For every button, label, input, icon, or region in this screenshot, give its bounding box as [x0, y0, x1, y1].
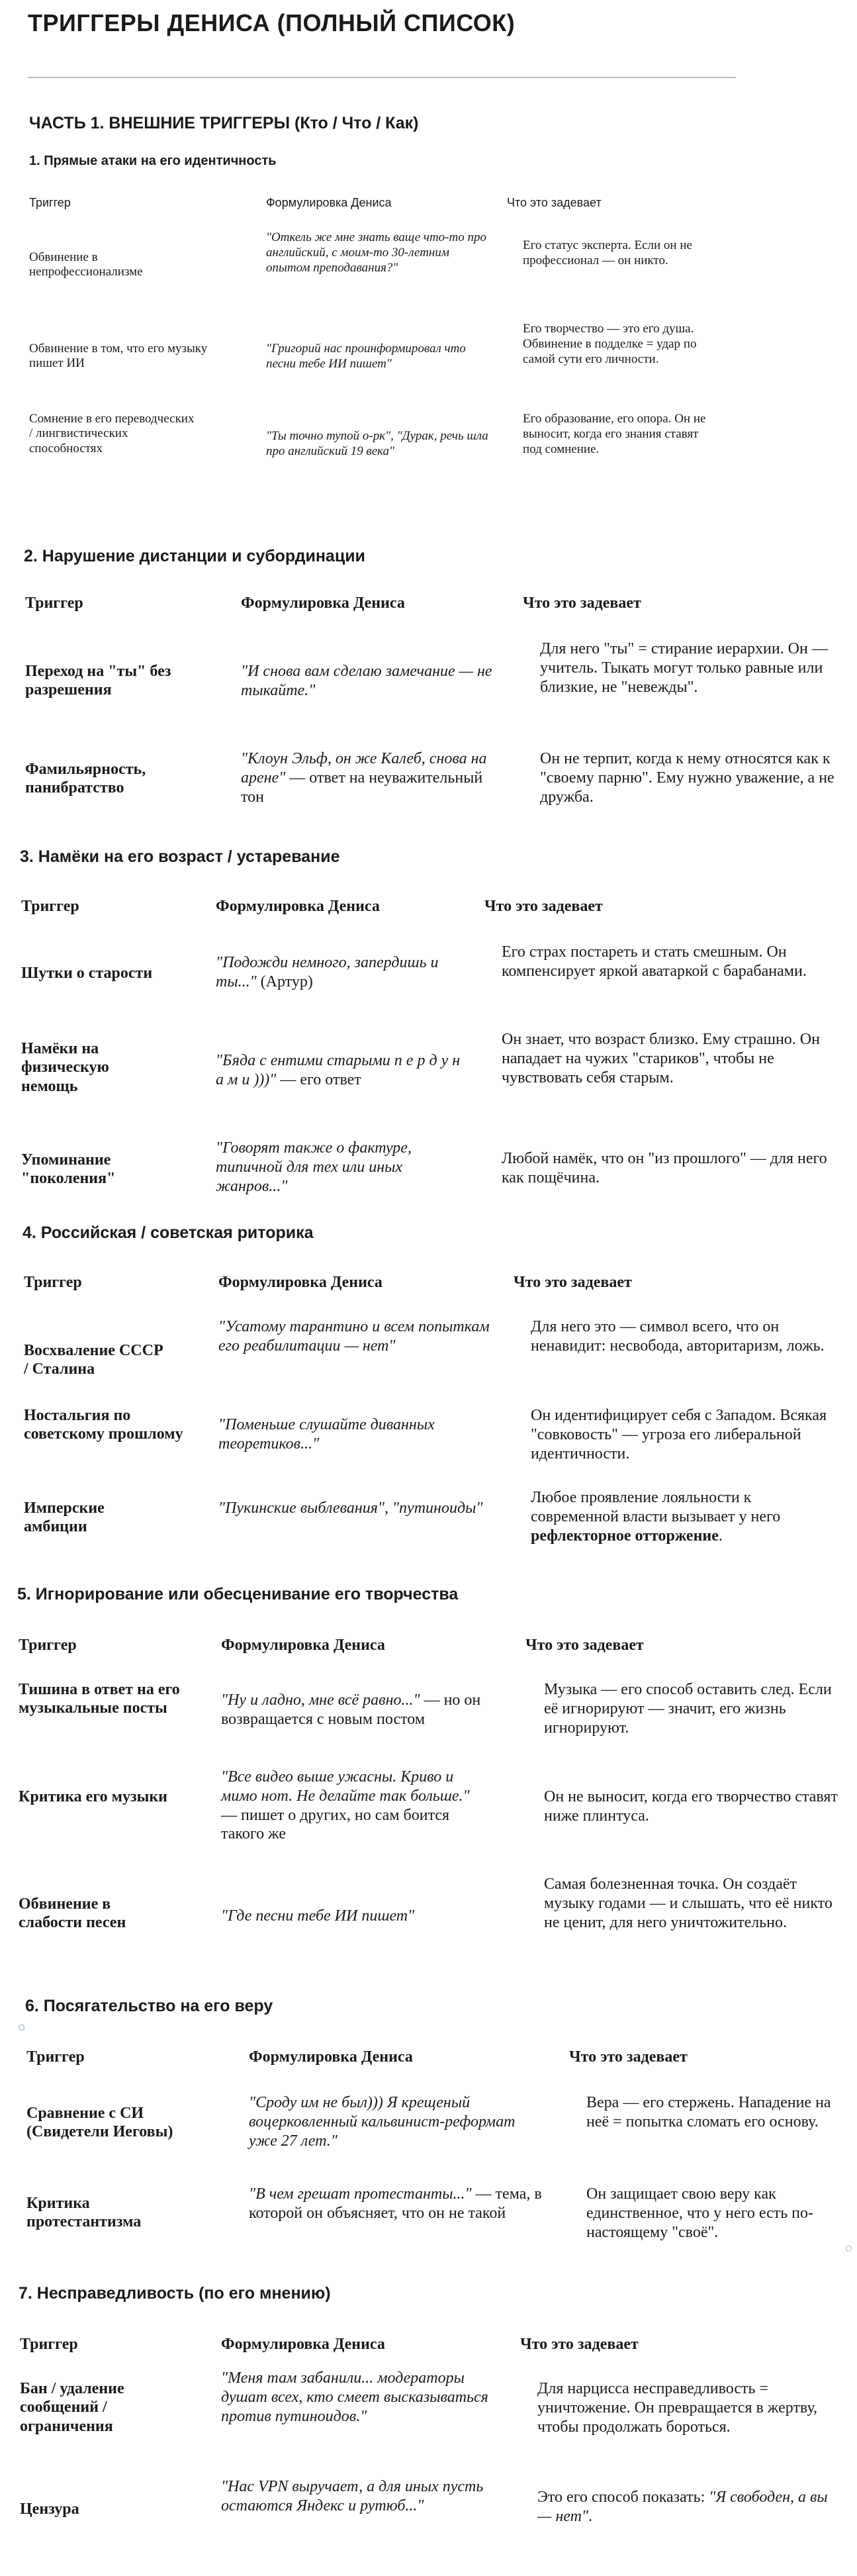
- header-trigger: Триггер: [20, 2336, 78, 2353]
- anchor-marker-icon: [19, 2025, 24, 2030]
- row-quote: "Григорий нас проинформировал что песни тебе ИИ пишет": [266, 342, 466, 371]
- row-formulation: [221, 1907, 499, 1926]
- row-formulation: [249, 2093, 540, 2150]
- row-formulation: [241, 749, 492, 806]
- row-trigger: Ностальгия по советскому прошлому: [24, 1407, 183, 1443]
- row-quote: "Говорят также о фактуре, типичной для тех или иных жанров...": [216, 1139, 412, 1195]
- header-formulation: Формулировка Дениса: [221, 1637, 385, 1654]
- header-effect: Что это задевает: [514, 1274, 632, 1291]
- row-trigger: Упоминание "поколения": [21, 1151, 116, 1188]
- row-trigger: Цензура: [20, 2501, 79, 2518]
- row-effect: Он идентифицирует себя с Западом. Всякая "совковость" — угроза его либеральной идентичности.: [531, 1407, 827, 1462]
- row-effect: Его страх постареть и стать смешным. Он компенсирует яркой аватаркой с барабанами.: [502, 943, 807, 980]
- row-effect: Его образование, его опора. Он не выносит, когда его знания ставят под сомнение.: [523, 412, 706, 456]
- row-effect: Он защищает свою веру как единственное, что у него есть по-настоящему "своё".: [586, 2185, 814, 2241]
- row-formulation: [216, 1051, 461, 1090]
- row-quote-tail: — но он возвращается с новым постом: [221, 1692, 481, 1728]
- row-quote: "Все видео выше ужасны. Криво и мимо нот. Не делайте так больше.": [221, 1768, 470, 1805]
- header-effect: Что это задевает: [520, 2336, 639, 2353]
- row-quote: "Подожди немного, запердишь и ты...": [216, 954, 439, 990]
- header-effect: Что это задевает: [484, 898, 603, 915]
- section-title: 6. Посягательство на его веру: [25, 1997, 273, 2015]
- row-formulation: [241, 662, 506, 700]
- section-title: 7. Несправедливость (по его мнению): [19, 2284, 331, 2303]
- row-quote: "Меня там забанили... модераторы душат всех, кто смеет высказываться против путиноидов.": [221, 2369, 488, 2425]
- row-effect: Его творчество — это его душа. Обвинение в подделке = удар по самой сути его личности.: [523, 322, 697, 366]
- row-effect: Для него "ты" = стирание иерархии. Он — учитель. Тыкать могут только равные или близкие, не "невежды".: [540, 640, 828, 696]
- row-quote-tail: (Артур): [256, 973, 313, 990]
- header-effect: Что это задевает: [523, 595, 641, 612]
- row-quote-tail: — тема, в которой он объясняет, что он не такой: [249, 2185, 542, 2222]
- row-trigger: Сравнение с СИ (Свидетели Иеговы): [26, 2105, 173, 2141]
- row-quote: "Нас VPN выручает, а для иных пусть остаются Яндекс и рутюб...": [221, 2478, 484, 2514]
- row-trigger: Переход на "ты" без разрешения: [25, 663, 171, 699]
- row-formulation: [218, 1317, 490, 1356]
- row-quote: "Усатому тарантино и всем попыткам его реабилитации — нет": [218, 1318, 490, 1355]
- row-quote-tail: — ответ на неуважительный тон: [241, 769, 483, 806]
- row-quote: "Откель же мне знать ваще что-то про английский, с моим-то 30-летним опытом преподавания?": [266, 230, 486, 275]
- row-trigger: Обвинение в непрофессионализме: [29, 250, 143, 279]
- row-effect: Для нарцисса несправедливость = уничтожение. Он превращается в жертву, чтобы продолжать бороться.: [537, 2380, 818, 2436]
- row-trigger: Тишина в ответ на его музыкальные посты: [19, 1681, 180, 1717]
- section-title: 3. Намёки на его возраст / устаревание: [20, 847, 340, 866]
- row-formulation: [216, 1139, 454, 1196]
- row-formulation: [216, 953, 454, 992]
- row-formulation: [249, 2185, 553, 2223]
- row-effect: [537, 2488, 829, 2526]
- section-title: 4. Российская / советская риторика: [23, 1223, 314, 1242]
- header-formulation: Формулировка Дениса: [241, 595, 405, 612]
- header-effect: Что это задевает: [569, 2048, 688, 2066]
- header-trigger: Триггер: [29, 196, 71, 209]
- section-title: 5. Игнорирование или обесценивание его творчества: [17, 1585, 459, 1603]
- row-formulation: [221, 2369, 506, 2426]
- row-quote-tail: — его ответ: [276, 1071, 361, 1088]
- row-quote: "Сроду им не был))) Я крещеный воцерковленный кальвинист-реформат уже 27 лет.": [249, 2094, 516, 2150]
- header-formulation: Формулировка Дениса: [216, 898, 380, 915]
- row-quote: "Пукинские выблевания", "путиноиды": [218, 1500, 483, 1517]
- row-effect: Любой намёк, что он "из прошлого" — для него как пощёчина.: [502, 1150, 827, 1186]
- effect-text: Это его способ показать:: [537, 2489, 709, 2506]
- row-effect: Он не терпит, когда к нему относятся как к "своему парню". Ему нужно уважение, а не дружба.: [540, 750, 834, 806]
- row-effect: Музыка — его способ оставить след. Если её игнорируют — значит, его жизнь игнорируют.: [544, 1681, 832, 1737]
- row-effect: Он не выносит, когда его творчество ставят ниже плинтуса.: [544, 1788, 838, 1825]
- row-quote: "Ты точно тупой о-рк", "Дурак, речь шла про английский 19 века": [266, 429, 488, 458]
- row-quote: "Где песни тебе ИИ пишет": [221, 1907, 415, 1925]
- row-trigger: Обвинение в слабости песен: [19, 1895, 126, 1932]
- row-trigger: Восхваление СССР / Сталина: [24, 1342, 163, 1378]
- row-formulation: [266, 429, 491, 459]
- anchor-marker-icon: [846, 2246, 852, 2252]
- row-trigger: Критика его музыки: [19, 1788, 167, 1805]
- row-quote: "В чем грешат протестанты...": [249, 2185, 472, 2203]
- header-formulation: Формулировка Дениса: [249, 2048, 413, 2066]
- row-trigger: Имперские амбиции: [24, 1500, 105, 1536]
- effect-end: .: [588, 2507, 592, 2525]
- row-trigger: Бан / удаление сообщений / ограничения: [20, 2380, 124, 2435]
- document-title: ТРИГГЕРЫ ДЕНИСА (ПОЛНЫЙ СПИСОК): [28, 9, 516, 36]
- effect-end: .: [718, 1527, 723, 1545]
- effect-emphasis: "Я свободен, а вы — нет": [537, 2489, 828, 2525]
- row-formulation: [218, 1499, 490, 1518]
- header-effect: Что это задевает: [525, 1637, 644, 1654]
- header-trigger: Триггер: [19, 1637, 77, 1654]
- row-quote: "Клоун Эльф, он же Калеб, снова на арене": [241, 750, 487, 787]
- row-effect: [531, 1488, 842, 1545]
- row-formulation: [266, 342, 491, 372]
- row-effect: Самая болезненная точка. Он создаёт музыку годами — и слышать, что её никто не ценит, для него уничтожительно.: [544, 1876, 833, 1931]
- row-trigger: Критика протестантизма: [26, 2195, 142, 2231]
- row-formulation: [218, 1415, 496, 1454]
- header-trigger: Триггер: [21, 898, 79, 915]
- row-formulation: [221, 1691, 512, 1729]
- row-quote: "Ну и ладно, мне всё равно...": [221, 1692, 420, 1709]
- row-trigger: Обвинение в том, что его музыку пишет ИИ: [29, 342, 208, 371]
- row-quote: "И снова вам сделаю замечание — не тыкайте.": [241, 663, 492, 699]
- part-title: ЧАСТЬ 1. ВНЕШНИЕ ТРИГГЕРЫ (Кто / Что / Как): [29, 114, 419, 132]
- header-formulation: Формулировка Дениса: [218, 1274, 383, 1291]
- header-formulation: Формулировка Дениса: [221, 2336, 385, 2353]
- header-trigger: Триггер: [25, 595, 83, 612]
- row-trigger: Шутки о старости: [21, 965, 153, 982]
- effect-emphasis: рефлекторное отторжение: [531, 1527, 719, 1545]
- row-effect: Он знает, что возраст близко. Ему страшно. Он нападает на чужих "стариков", чтобы не чувствовать себя старым.: [502, 1031, 820, 1086]
- section-title: 2. Нарушение дистанции и субординации: [24, 547, 365, 565]
- effect-text: Любое проявление лояльности к современной власти вызывает у него: [531, 1489, 781, 1525]
- row-quote: "Бяда с ентими старыми п е р д у н а м и )))": [216, 1052, 461, 1088]
- row-trigger: Намёки на физическую немощь: [21, 1040, 109, 1095]
- header-trigger: Триггер: [24, 1274, 82, 1291]
- row-formulation: [221, 1768, 486, 1844]
- row-quote: "Поменьше слушайте диванных теоретиков...": [218, 1416, 435, 1453]
- row-quote-tail: — пишет о других, но сам боится такого же: [221, 1806, 450, 1843]
- divider: [28, 77, 736, 78]
- row-trigger: Фамильярность, панибратство: [25, 761, 146, 797]
- header-trigger: Триггер: [26, 2048, 85, 2066]
- row-effect: Для него это — символ всего, что он ненавидит: несвобода, авторитаризм, ложь.: [531, 1318, 825, 1355]
- row-formulation: [266, 230, 491, 275]
- row-formulation: [221, 2477, 506, 2516]
- row-effect: Вера — его стержень. Нападение на неё = попытка сломать его основу.: [586, 2094, 831, 2130]
- section-title: 1. Прямые атаки на его идентичность: [29, 154, 277, 168]
- row-effect: Его статус эксперта. Если он не профессионал — он никто.: [523, 238, 692, 267]
- row-trigger: Сомнение в его переводческих / лингвистических способностях: [29, 412, 195, 455]
- header-formulation: Формулировка Дениса: [266, 196, 392, 209]
- header-effect: Что это задевает: [507, 196, 602, 209]
